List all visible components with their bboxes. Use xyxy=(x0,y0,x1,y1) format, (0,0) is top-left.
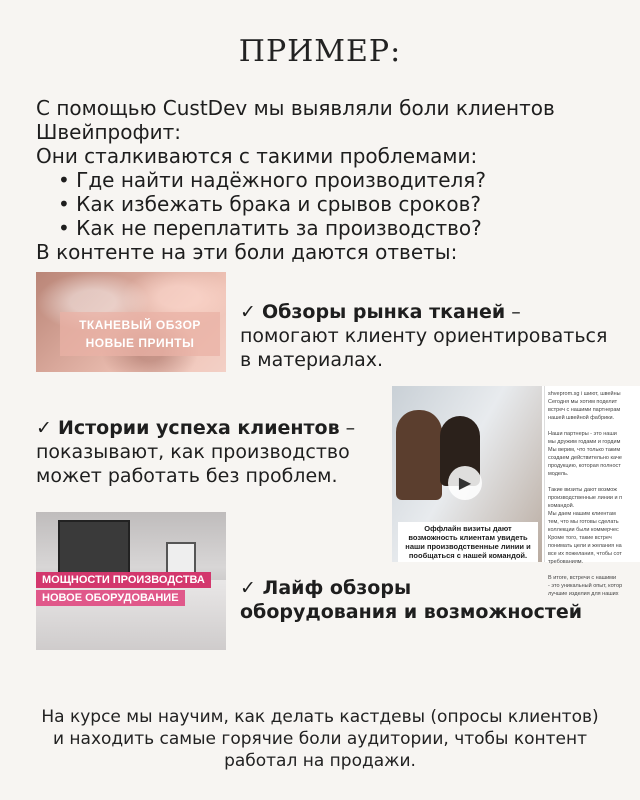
equipment-tag-1: МОЩНОСТИ ПРОИЗВОДСТВА xyxy=(36,572,211,588)
intro-block xyxy=(36,96,616,264)
post-line xyxy=(548,478,637,486)
post-line: Кроме того, такие встреч xyxy=(548,535,612,541)
fabric-caption-line-1: ТКАНЕВЫЙ ОБЗОР xyxy=(79,318,201,332)
intro-line-3: В контенте на эти боли даются ответы: xyxy=(36,240,458,264)
post-line: все их пожелания, чтобы сот xyxy=(548,551,622,557)
post-header: shveprom.sg і шиют, швейны xyxy=(548,391,621,397)
feature-title-line-2: оборудования и возможностей xyxy=(240,601,583,623)
problem-item: • Как не переплатить за производство? xyxy=(58,216,616,240)
feature-text: – помогают клиенту ориентироваться в материалах. xyxy=(240,301,608,371)
check-icon: ✓ xyxy=(240,301,256,323)
equipment-tag-2: НОВОЕ ОБОРУДОВАНИЕ xyxy=(36,590,185,606)
post-line: Мы даем нашим клиентам xyxy=(548,511,616,517)
page-title: ПРИМЕР: xyxy=(238,34,402,69)
intro-line-2: Они сталкиваются с такими проблемами: xyxy=(36,144,478,168)
post-line: встреч с нашими партнерам xyxy=(548,407,621,413)
play-icon: ▶ xyxy=(448,466,482,500)
fabric-caption-line-2: НОВЫЕ ПРИНТЫ xyxy=(85,336,195,350)
post-line: требованиям. xyxy=(548,559,584,565)
post-line: продукцию, которая полност xyxy=(548,463,621,469)
post-photo-caption: Оффлайн визиты дают возможность клиентам увидеть наши производственные линии и пообщаться с нашей командой. xyxy=(398,522,538,562)
fabric-review-thumbnail xyxy=(36,272,226,372)
post-line: - это уникальный опыт, котор xyxy=(548,583,623,589)
check-icon: ✓ xyxy=(36,417,52,439)
fabric-thumbnail-caption xyxy=(60,312,220,356)
instagram-post-screenshot xyxy=(392,386,640,597)
intro-line-1: С помощью CustDev мы выявляли боли клиентов Швейпрофит: xyxy=(36,96,555,144)
problem-item: • Где найти надёжного производителя? xyxy=(58,168,616,192)
machine-image xyxy=(58,520,130,576)
feature-title-line-1: Лайф обзоры xyxy=(262,577,412,599)
post-line: тем, что мы готовы сделать xyxy=(548,519,619,525)
feature-title xyxy=(240,576,630,600)
post-line: мы дружим годами и гордим xyxy=(548,439,621,445)
feature-equipment-reviews xyxy=(240,576,630,624)
feature-text: – показывают, как производство может работать без проблем. xyxy=(36,417,356,487)
problem-list xyxy=(36,168,616,240)
equipment-thumbnail xyxy=(36,512,226,650)
feature-fabric-reviews xyxy=(240,300,620,372)
post-line: Сегодня мы хотим поделит xyxy=(548,399,618,405)
post-text xyxy=(544,386,640,597)
post-line: Наши партнеры - это наши xyxy=(548,431,617,437)
post-line: понимать цели и желания на xyxy=(548,543,622,549)
post-line: Такие визиты дают возмож xyxy=(548,487,617,493)
post-line: нашей швейной фабрики. xyxy=(548,415,615,421)
person-figure xyxy=(396,410,442,500)
post-line: коллекции были коммерчес xyxy=(548,527,619,533)
post-body xyxy=(548,398,637,598)
problem-item: • Как избежать брака и срывов сроков? xyxy=(58,192,616,216)
post-line xyxy=(548,422,637,430)
feature-success-stories xyxy=(36,416,396,488)
course-footer: На курсе мы научим, как делать кастдевы (опросы клиентов) и находить самые горячие боли аудитории, чтобы контент работал на продажи. xyxy=(41,707,599,771)
post-line: создаем действительно каче xyxy=(548,455,622,461)
post-line: модель. xyxy=(548,471,569,477)
check-icon: ✓ xyxy=(240,577,256,599)
post-line: командой. xyxy=(548,503,575,509)
feature-title: Истории успеха клиентов xyxy=(57,417,340,439)
feature-title: Обзоры рынка тканей xyxy=(261,301,506,323)
post-line xyxy=(548,566,637,574)
post-line: производственные линии и п xyxy=(548,495,623,501)
post-line: Мы верим, что только таким xyxy=(548,447,621,453)
post-line: лучшие изделия для наших xyxy=(548,591,619,597)
post-line: В итоге, встречи с нашими xyxy=(548,575,617,581)
